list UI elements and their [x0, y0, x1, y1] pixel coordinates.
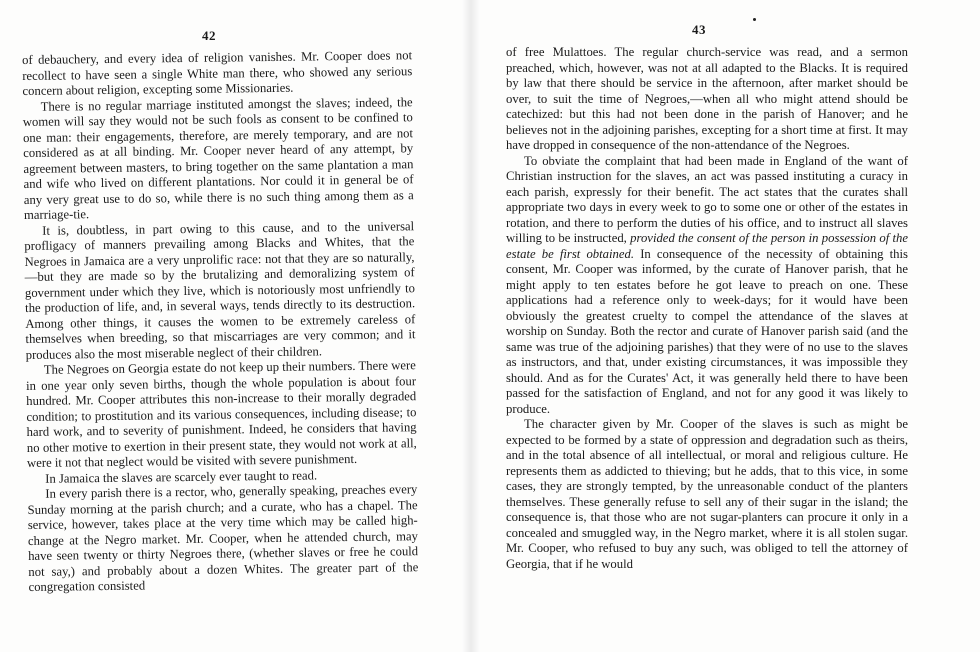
- left-page: [0, 0, 470, 652]
- paragraph: In Jamaica the slaves are scarcely ever taught to read.: [45, 467, 318, 486]
- page-number: 42: [202, 28, 216, 43]
- paragraph: There is no regular marriage instituted amongst the slaves; indeed, the women will say they would not be such fools as consent to be confined to one man: their engagements, therefore, are merely temporary, and are not considered as at all binding. Mr. Cooper never heard of any attempt, by agreement between masters, to bring together on the same plantation a man and wife who lived on different plantations. Nor could it in general be of any very great use to do so, while there is no such thing among them as a marriage-tie.: [22, 94, 414, 222]
- paragraph-text: To obviate the complaint that had been made in England of the want of Christian instruction for the slaves, an act was passed instituting a curacy in each parish, expressly for their benefit. The act states that the curates shall appropriate two days in every week to go to some one or other of the estates in rotation, and there to perform the duties of his office, and to instruct all slaves willing to be instructed,: [506, 153, 908, 245]
- paragraph: It is, doubtless, in part owing to this cause, and to the universal profligacy of manners prevailing among Blacks and Whites, that the Negroes in Jamaica are a very unprolific race: not that they are so naturally,—but they are made so by the brutalizing and demoralizing system of government under which they live, which is notoriously most unfriendly to the production of life, and, in several ways, tends directly to its destruction. Among other things, it causes the women to be extremely careless of themselves when breeding, so that miscarriages are very common; and it produces also the most miserable neglect of their children.: [24, 218, 416, 362]
- paragraph: The character given by Mr. Cooper of the slaves is such as might be expected to be formed by a state of oppression and degradation such as theirs, and in the total absence of all intellectual, or moral and religious culture. He represents them as addicted to thieving; but he adds, that to this vice, in some cases, they are strongly tempted, by the unreasonable conduct of the planters themselves. These generally refuse to sell any of their sugar in the island; the consequence is, that those who are not sugar-planters can procure it only in a concealed and smuggled way, in the Negro market, where it is all stolen sugar. Mr. Cooper, who refused to buy any such, was obliged to tell the attorney of Georgia, that if he would: [506, 417, 908, 571]
- page-body: [22, 48, 419, 595]
- page-body: [506, 45, 908, 572]
- paragraph: In every parish there is a rector, who, generally speaking, preaches every Sunday morning at the parish church; and a curate, who has a chapel. The service, however, takes place at the very time which may be called high-change at the Negro market. Mr. Cooper, when he attended church, may have seen twenty or thirty Negroes there, (whether slaves or free he could not say,) and probably about a dozen Whites. The greater part of the congregation consisted: [27, 482, 419, 594]
- paragraph-text: In consequence of the necessity of obtaining this consent, Mr. Cooper was informed, by the curate of Hanover parish, that he might apply to ten estates before he got leave to preach on one. These applications had a reference only to week-days; for it would have been obviously the greatest cruelty to compel the attendance of the slaves at worship on Sunday. Both the rector and curate of Hanover parish said (and the same was true of the adjoining parishes) that they were of no use to the slaves as instructors, and that, under existing circumstances, it was impossible they should. And as for the Curates' Act, it was generally held there to have been passed for the satisfaction of England, and not for any good it was likely to produce.: [506, 246, 908, 416]
- right-page: [470, 0, 980, 652]
- paragraph: of free Mulattoes. The regular church-service was read, and a sermon preached, which, however, was not at all adapted to the Blacks. It is required by law that there should be service in the afternoon, after market should be over, to suit the time of Negroes,—when all who might attend should be catechized: but this had not been done in the parish of Hanover; and he believes not in the adjoining parishes, excepting for a short time at first. It may have dropped in consequence of the non-attendance of the Negroes.: [506, 45, 908, 152]
- italic-proviso: provided the consent of the person in possession of the estate be first obtained.: [506, 231, 909, 261]
- ink-speck: [753, 18, 756, 21]
- paragraph: The Negroes on Georgia estate do not keep up their numbers. There were in one year only seven births, though the whole population is about four hundred. Mr. Cooper attributes this non-increase to their morally degraded condition; to prostitution and its various consequences, including disease; to hard work, and to severity of punishment. Indeed, he considers that having no other motive to exertion in their present state, they would not work at all, were it not that neglect would be visited with severe punishment.: [25, 358, 417, 470]
- paragraph: [506, 154, 908, 418]
- page-number: 43: [692, 22, 706, 37]
- paragraph: of debauchery, and every idea of religion vanishes. Mr. Cooper does not recollect to have seen a single White man there, who showed any serious concern about religion, excepting some Missionaries.: [22, 48, 413, 98]
